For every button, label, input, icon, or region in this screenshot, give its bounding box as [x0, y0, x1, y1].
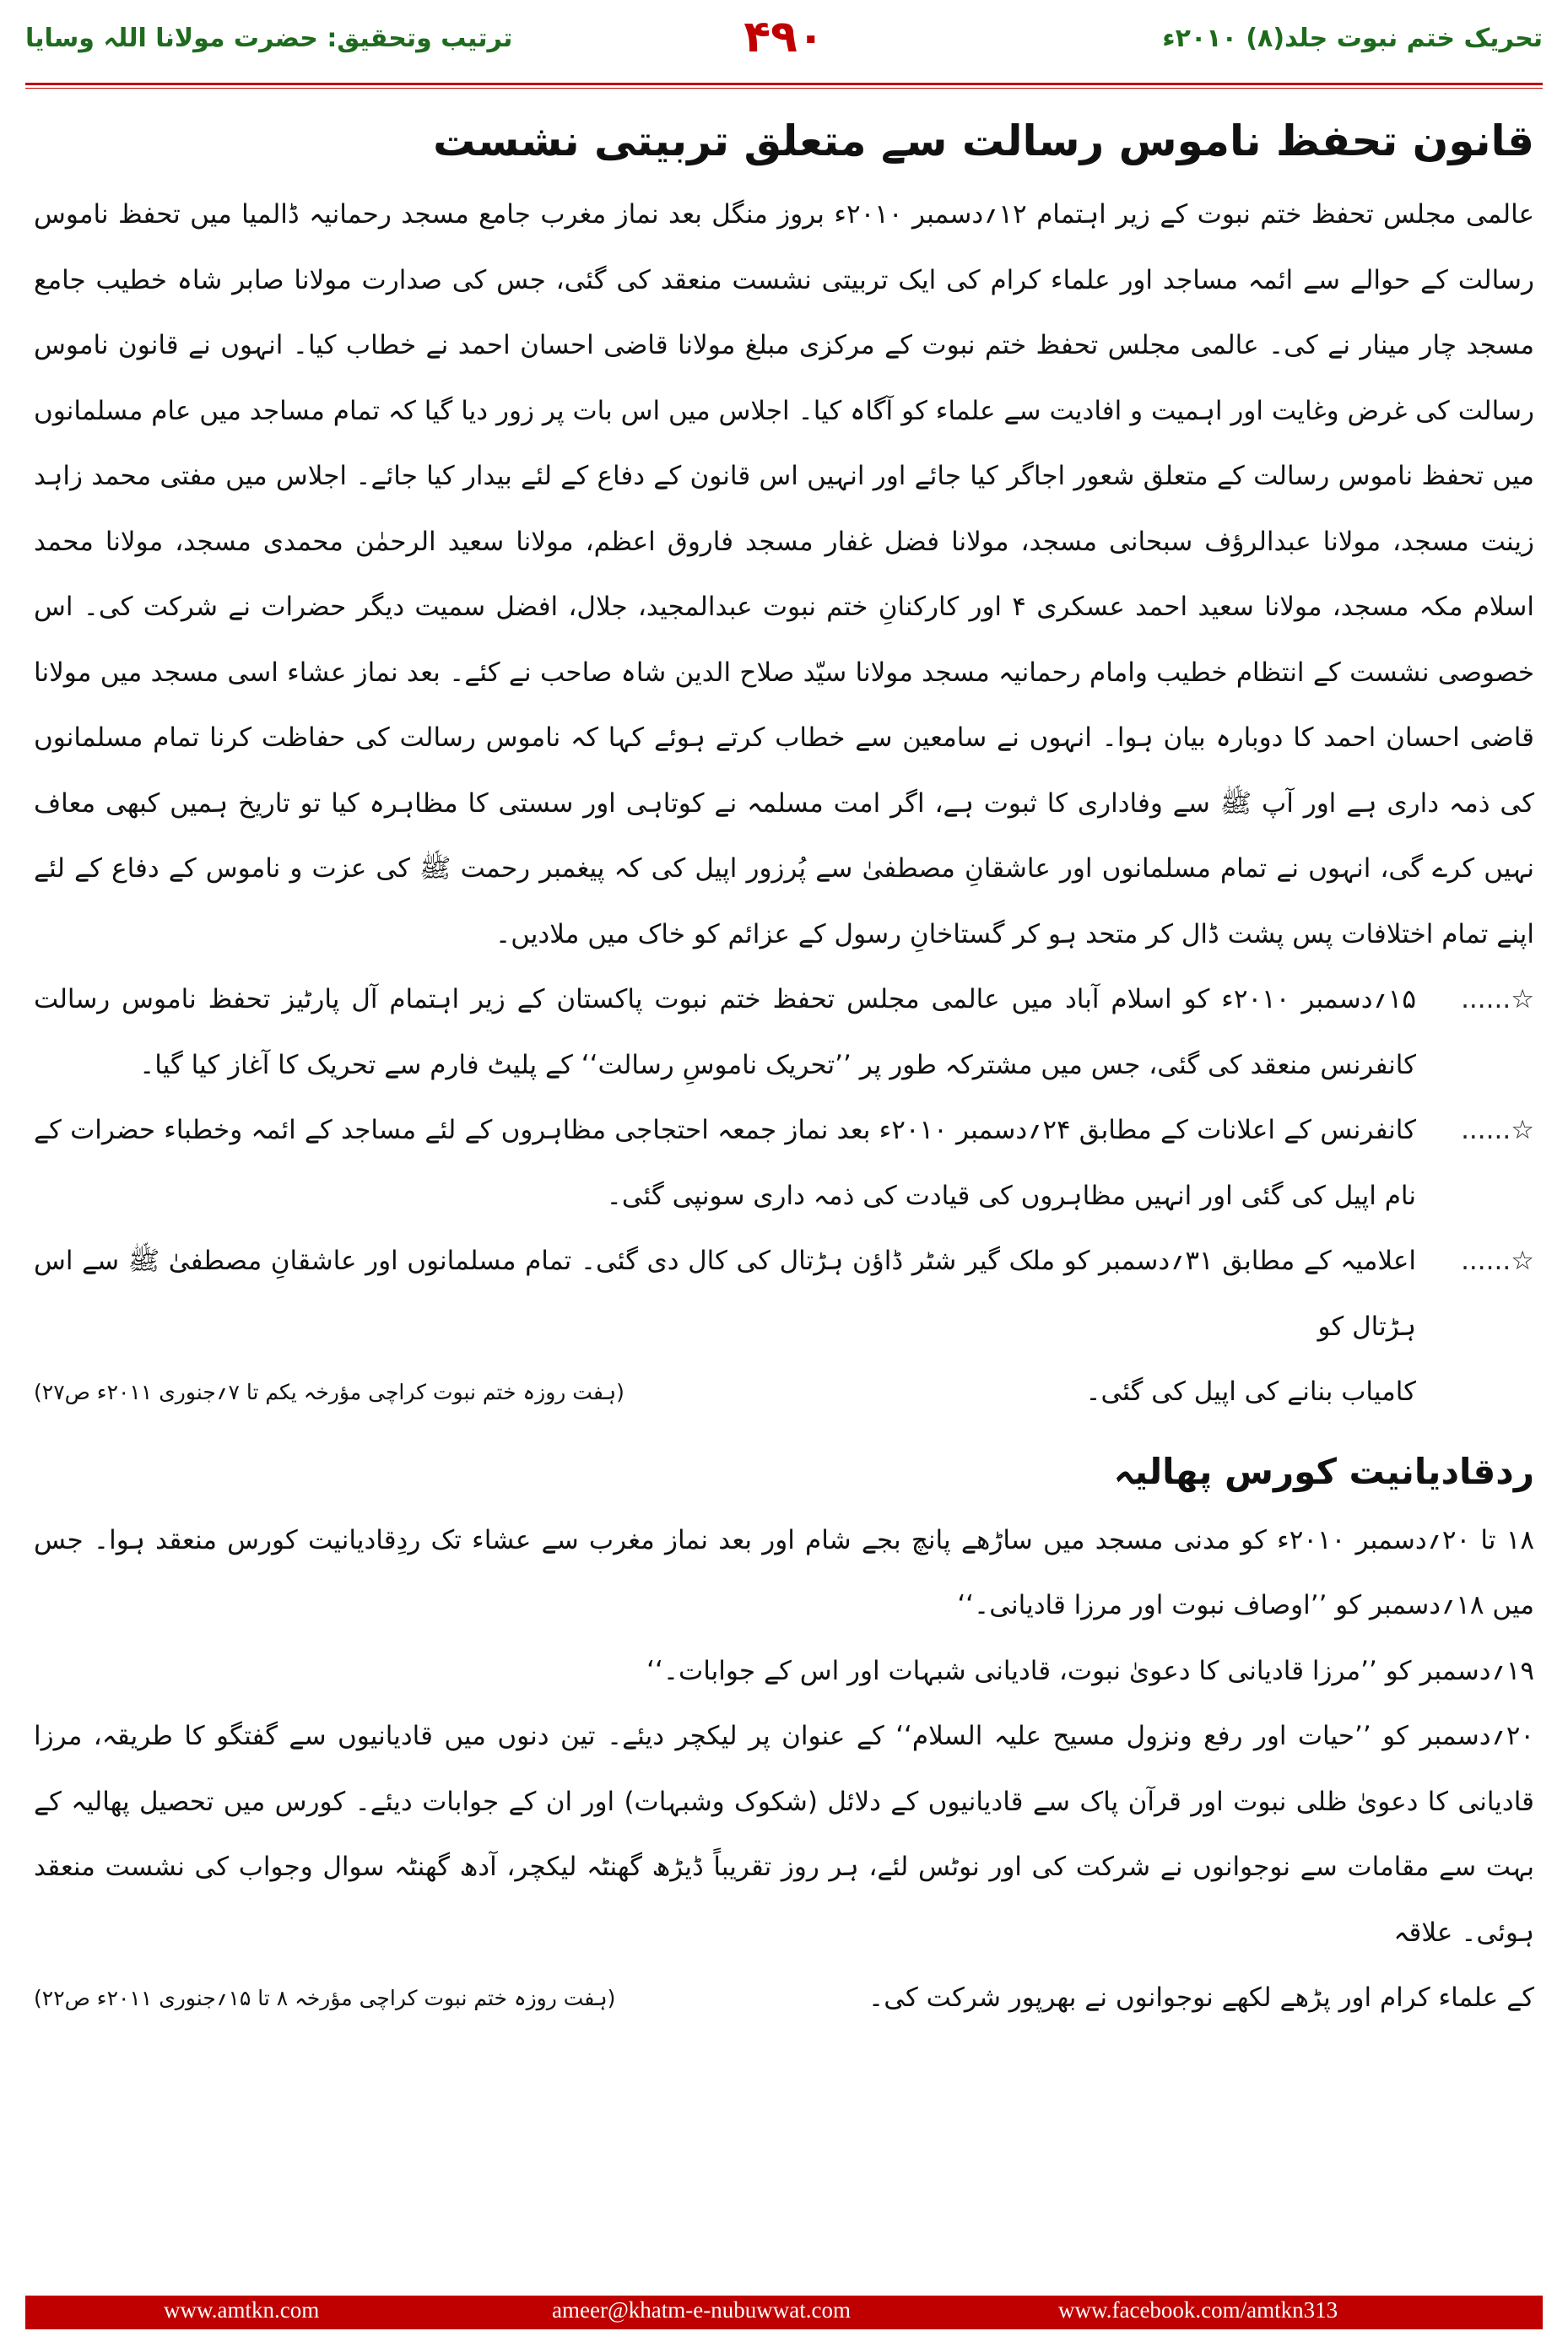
header-divider — [25, 83, 1543, 89]
footer-bar — [25, 2296, 1543, 2329]
course-last-line — [34, 1966, 1534, 2031]
course-line: ۱۸ تا ۲۰؍دسمبر ۲۰۱۰ء کو مدنی مسجد میں ساڑھے پانچ بجے شام اور بعد نماز مغرب سے عشاء تک ردِقادیانیت کورس منعقد ہوا۔ جس میں ۱۸؍دسمبر کو ’’اوصاف نبوت اور مرزا قادیانی۔‘‘ — [34, 1524, 1535, 1620]
website-link[interactable]: www.amtkn.com — [164, 2297, 320, 2323]
bullet-last-line — [34, 1360, 1416, 1425]
section-paragraph: عالمی مجلس تحفظ ختم نبوت کے زیر اہتمام ۱۲؍دسمبر ۲۰۱۰ء بروز منگل بعد نماز مغرب جامع مسجد رحمانیہ ڈالمیا میں تحفظ ناموس رسالت کے حوالے سے ائمہ مساجد اور علماء کرام کی ایک تربیتی نشست منعقد کی گئی، جس کی صدارت مولانا صابر شاہ خطیب جامع مسجد چار مینار نے کی۔ عالمی مجلس تحفظ ختم نبوت کے مرکزی مبلغ مولانا قاضی احسان احمد نے خطاب کیا۔ انہوں نے قانون ناموس رسالت کی غرض وغایت اور اہمیت و افادیت سے علماء کو آگاہ کیا۔ اجلاس میں اس بات پر زور دیا گیا کہ تمام مساجد میں عام مسلمانوں میں تحفظ ناموس رسالت کے متعلق شعور اجاگر کیا جائے اور انہیں اس قانون کے دفاع کے لئے بیدار کیا جائے۔ اجلاس میں مفتی محمد زاہد زینت مسجد، مولانا عبدالرؤف سبحانی مسجد، مولانا فضل غفار مسجد فاروق اعظم، مولانا سعید الرحمٰن محمدی مسجد، مولانا محمد اسلام مکہ مسجد، مولانا سعید احمد عسکری ۴ اور کارکنانِ ختم نبوت عبدالمجید، جلال، افضل سمیت دیگر حضرات نے شرکت کی۔ اس خصوصی نشست کے انتظام خطیب وامام رحمانیہ مسجد مولانا سیّد صلاح الدین شاہ صاحب نے کئے۔ بعد نماز عشاء اسی مسجد میں مولانا قاضی احسان احمد کا دوبارہ بیان ہوا۔ انہوں نے سامعین سے خطاب کرتے ہوئے کہا کہ ناموس رسالت کی حفاظت کرنا تمام مسلمانوں کی ذمہ داری ہے اور آپ ﷺ سے وفاداری کا ثبوت ہے، اگر امت مسلمہ نے کوتاہی اور سستی کا مظاہرہ کیا تو تاریخ ہمیں کبھی معاف نہیں کرے گی، انہوں نے تمام مسلمانوں اور عاشقانِ مصطفیٰ سے پُرزور اپیل کی کہ پیغمبر رحمت ﷺ کی عزت و ناموس کے دفاع کے لئے اپنے تمام اختلافات پس پشت ڈال کر متحد ہو کر گستاخانِ رسول کے عزائم کو خاک میں ملادیں۔ — [34, 199, 1535, 949]
star-icon: ☆...... — [1461, 1246, 1534, 1276]
header-compiler: ترتیب وتحقیق: حضرت مولانا اللہ وسایا — [25, 24, 513, 53]
course-closing-text: کے علماء کرام اور پڑھے لکھے نوجوانوں نے بھرپور شرکت کی۔ — [868, 1982, 1534, 2013]
bullet-text: اعلامیہ کے مطابق ۳۱؍دسمبر کو ملک گیر شٹر ڈاؤن ہڑتال کی کال دی گئی۔ تمام مسلمانوں اور عاشقانِ مصطفیٰ ﷺ سے اس ہڑتال کو — [34, 1246, 1416, 1342]
star-icon: ☆...... — [1461, 984, 1534, 1014]
page-number: ۴۹۰ — [743, 12, 825, 62]
bullet-item — [34, 1098, 1534, 1229]
bullet-text: ۱۵؍دسمبر ۲۰۱۰ء کو اسلام آباد میں عالمی مجلس تحفظ ختم نبوت پاکستان کے زیر اہتمام آل پارٹیز تحفظ ناموس رسالت کانفرنس منعقد کی گئی، جس میں مشترکہ طور پر ’’تحریک ناموسِ رسالت‘‘ کے پلیٹ فارم سے تحریک کا آغاز کیا گیا۔ — [34, 984, 1416, 1080]
bullet-closing-text: کامیاب بنانے کی اپیل کی گئی۔ — [1085, 1377, 1416, 1407]
section-title-anti-qadiani-course: ردقادیانیت کورس پھالیہ — [1113, 1450, 1534, 1492]
email-link[interactable]: ameer@khatm-e-nubuwwat.com — [552, 2297, 851, 2323]
bullet-item — [34, 967, 1534, 1098]
header-book-title: تحریک ختم نبوت جلد(۸) ۲۰۱۰ء — [1162, 24, 1543, 53]
page-content — [34, 108, 1534, 2031]
source-citation: (ہفت روزہ ختم نبوت کراچی مؤرخہ یکم تا ۷؍جنوری ۲۰۱۱ء ص۲۷) — [34, 1380, 624, 1404]
course-line: ۱۹؍دسمبر کو ’’مرزا قادیانی کا دعویٰ نبوت، قادیانی شبہات اور اس کے جوابات۔‘‘ — [646, 1655, 1534, 1686]
course-line: ۲۰؍دسمبر کو ’’حیات اور رفع ونزول مسیح علیہ السلام‘‘ کے عنوان پر لیکچر دیئے۔ تین دنوں میں قادیانیوں سے گفتگو کا طریقہ، مرزا قادیانی کا دعویٰ ظلی نبوت اور قرآن پاک سے قادیانیوں کے دلائل (شکوک وشبہات) اور ان کے جوابات دیئے۔ کورس میں تحصیل پھالیہ کے بہت سے مقامات سے نوجوانوں نے شرکت کی اور نوٹس لئے، ہر روز تقریباً ڈیڑھ گھنٹہ لیکچر، آدھ گھنٹہ سوال وجواب کی نشست منعقد ہوئی۔ علاقہ — [34, 1721, 1534, 1948]
bullet-text: کانفرنس کے اعلانات کے مطابق ۲۴؍دسمبر ۲۰۱۰ء بعد نماز جمعہ احتجاجی مظاہروں کے لئے مساجد کے ائمہ وخطباء حضرات کے نام اپیل کی گئی اور انہیں مظاہروں کی قیادت کی ذمہ داری سونپی گئی۔ — [34, 1115, 1416, 1211]
facebook-link[interactable]: www.facebook.com/amtkn313 — [1058, 2297, 1338, 2323]
section-title-blasphemy-law: قانون تحفظ ناموس رسالت سے متعلق تربیتی نشست — [433, 116, 1534, 165]
source-citation: (ہفت روزہ ختم نبوت کراچی مؤرخہ ۸ تا ۱۵؍جنوری ۲۰۱۱ء ص۲۲) — [34, 1986, 616, 2010]
bullet-item — [34, 1229, 1534, 1425]
star-icon: ☆...... — [1461, 1115, 1534, 1145]
